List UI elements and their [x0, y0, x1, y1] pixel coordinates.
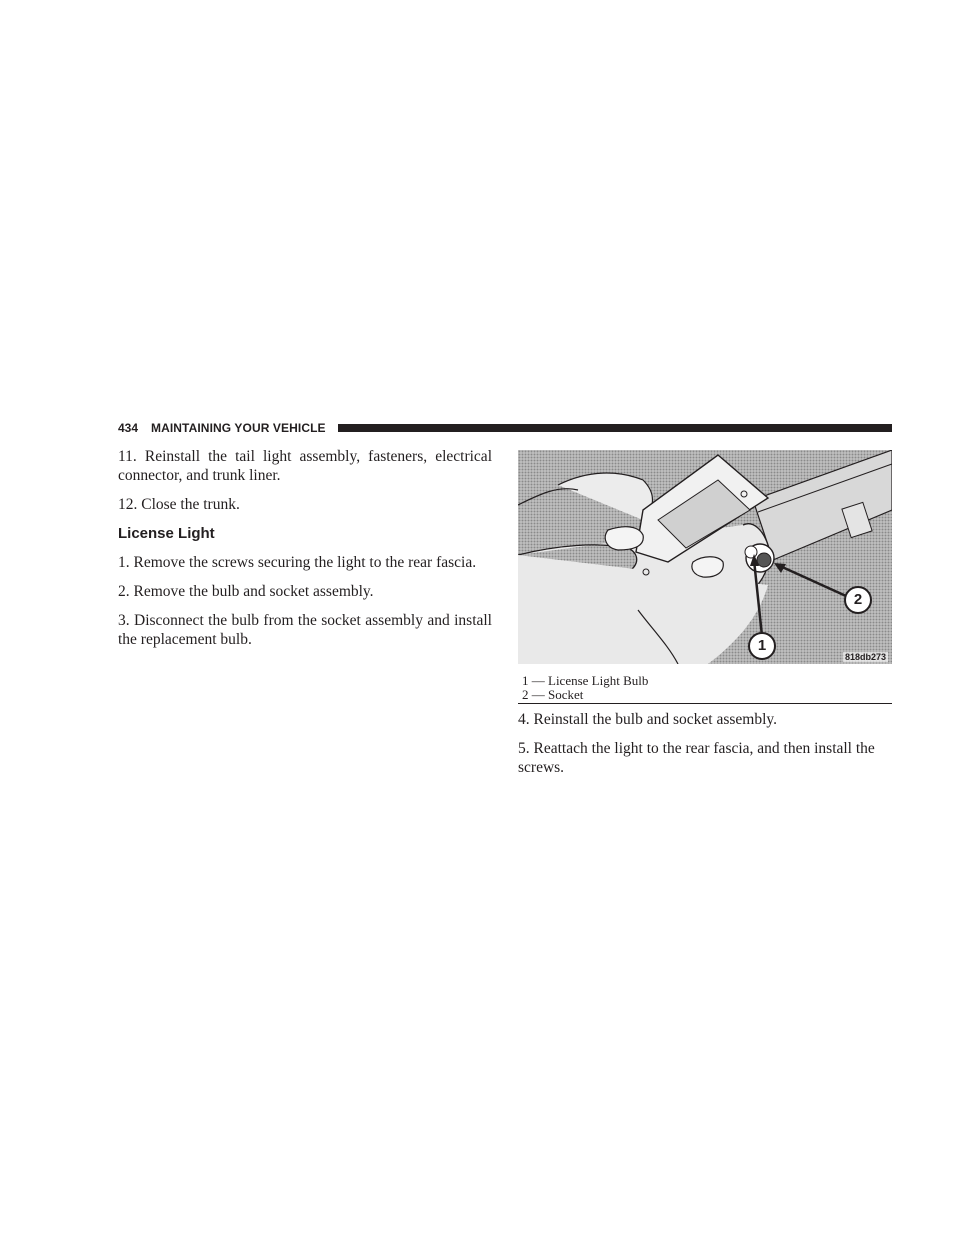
- step-12: 12. Close the trunk.: [118, 496, 240, 513]
- illustration-drawing: [518, 450, 892, 664]
- callout-1: 1: [748, 632, 776, 660]
- legend-item-1: 1 — License Light Bulb: [522, 673, 649, 688]
- figure-legend: [518, 674, 892, 704]
- section-heading-license-light: License Light: [118, 525, 215, 542]
- license-light-illustration: [518, 450, 892, 664]
- left-column: [118, 447, 492, 659]
- header-rule: [338, 424, 892, 432]
- step-1: 1. Remove the screws securing the light to the rear fascia.: [118, 554, 477, 571]
- running-header: [118, 420, 892, 436]
- step-5: 5. Reattach the light to the rear fascia, and then install the screws.: [518, 740, 875, 776]
- section-title: MAINTAINING YOUR VEHICLE: [151, 421, 326, 435]
- image-code: 818db273: [844, 652, 886, 662]
- legend-item-2: 2 — Socket: [522, 687, 584, 702]
- step-4: 4. Reinstall the bulb and socket assembly.: [518, 711, 778, 728]
- step-2: 2. Remove the bulb and socket assembly.: [118, 583, 374, 600]
- page-number: 434: [118, 421, 139, 435]
- step-11: 11. Reinstall the tail light assembly, fasteners, electrical connector, and trunk liner.: [118, 448, 492, 484]
- right-column: [518, 450, 892, 787]
- callout-2: 2: [844, 586, 872, 614]
- step-3: 3. Disconnect the bulb from the socket assembly and install the replacement bulb.: [118, 612, 492, 648]
